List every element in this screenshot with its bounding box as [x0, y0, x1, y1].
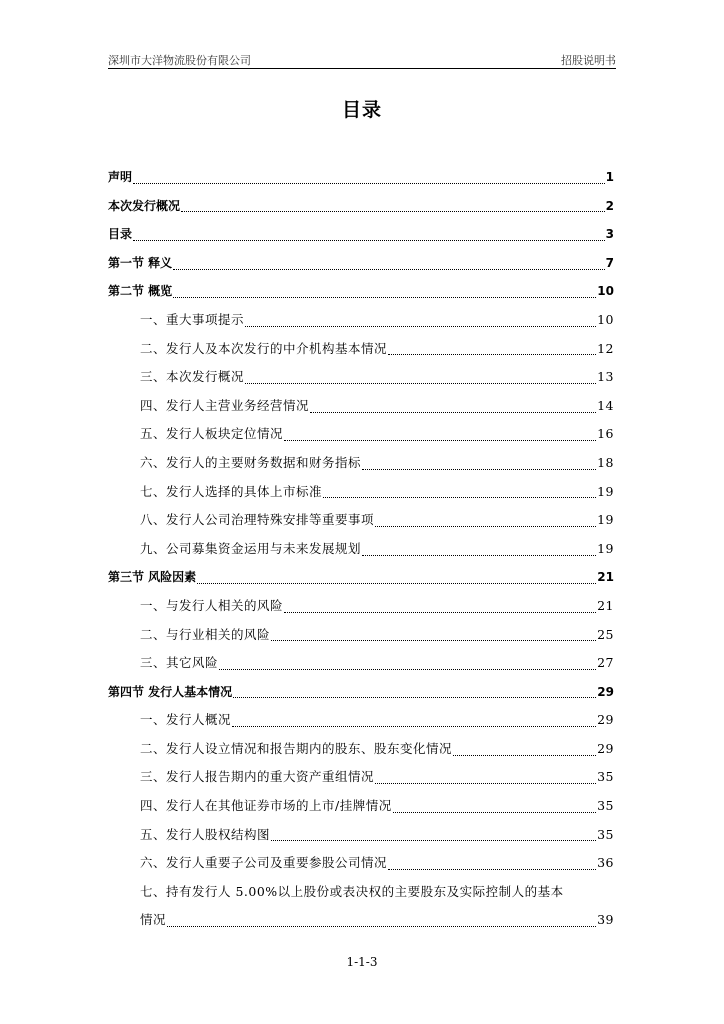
toc-entry-label: 情况	[140, 912, 167, 928]
toc-entry-label: 四、发行人主营业务经营情况	[140, 397, 310, 413]
page-header	[108, 50, 616, 69]
toc-entry[interactable]	[108, 563, 614, 592]
toc-entry-page: 14	[597, 397, 614, 413]
toc-dot-leader	[284, 612, 596, 613]
toc-entry[interactable]	[108, 735, 614, 764]
toc-entry-page: 36	[597, 855, 614, 871]
page-title: 目录	[341, 99, 382, 121]
toc-entry-page: 18	[597, 454, 614, 470]
toc-entry[interactable]	[108, 649, 614, 678]
toc-entry-page: 1	[605, 170, 614, 184]
toc-entry-label: 一、与发行人相关的风险	[140, 597, 284, 613]
toc-entry-label: 九、公司募集资金运用与未来发展规划	[140, 540, 362, 556]
toc-entry-page: 27	[597, 655, 614, 671]
toc-entry[interactable]	[108, 506, 614, 535]
toc-entry-page: 19	[597, 512, 614, 528]
toc-entry-page: 19	[597, 540, 614, 556]
toc-entry-label: 二、发行人设立情况和报告期内的股东、股东变化情况	[140, 740, 453, 756]
toc-entry-page: 2	[605, 198, 614, 213]
toc-entry[interactable]	[108, 478, 614, 507]
toc-entry[interactable]	[108, 306, 614, 335]
toc-entry-label: 三、本次发行概况	[140, 369, 245, 385]
toc-entry-continuation[interactable]	[108, 906, 614, 935]
toc-entry-page: 29	[597, 740, 614, 756]
header-company: 深圳市大洋物流股份有限公司	[108, 54, 251, 67]
toc-entry-label: 本次发行概况	[108, 198, 181, 213]
toc-entry-page: 35	[597, 826, 614, 842]
toc-entry-label: 声明	[108, 170, 133, 184]
toc-dot-leader	[245, 383, 596, 384]
toc-entry-label: 四、发行人在其他证券市场的上市/挂牌情况	[140, 798, 392, 814]
toc-entry[interactable]	[108, 420, 614, 449]
toc-entry-label: 第一节 释义	[108, 255, 173, 270]
toc-entry-page: 13	[597, 369, 614, 385]
toc-entry[interactable]	[108, 363, 614, 392]
header-doc-type: 招股说明书	[561, 54, 616, 67]
toc-entry-page: 21	[597, 570, 614, 585]
toc-dot-leader	[323, 497, 596, 498]
toc-dot-leader	[393, 812, 596, 813]
toc-dot-leader	[388, 869, 596, 870]
toc-dot-leader	[284, 440, 596, 441]
toc-entry[interactable]	[108, 335, 614, 364]
toc-entry-label: 第二节 概览	[108, 284, 173, 299]
toc-entry[interactable]	[108, 277, 614, 306]
toc-entry-page: 35	[597, 798, 614, 814]
toc-entry-page: 35	[597, 769, 614, 785]
toc-dot-leader	[181, 211, 605, 212]
toc-entry-label: 一、发行人概况	[140, 712, 232, 728]
toc-entry[interactable]	[108, 792, 614, 821]
toc-dot-leader	[219, 669, 596, 670]
toc-entry[interactable]	[108, 163, 614, 192]
toc-entry-label: 七、发行人选择的具体上市标准	[140, 483, 323, 499]
toc-entry[interactable]	[108, 878, 614, 907]
toc-entry-page: 10	[597, 284, 614, 299]
toc-dot-leader	[388, 354, 596, 355]
toc-entry[interactable]	[108, 821, 614, 850]
toc-entry-label: 第三节 风险因素	[108, 570, 197, 585]
toc-dot-leader	[233, 697, 596, 698]
toc-dot-leader	[362, 469, 596, 470]
toc-entry[interactable]	[108, 392, 614, 421]
toc-entry-label: 六、发行人的主要财务数据和财务指标	[140, 454, 362, 470]
toc-dot-leader	[173, 297, 596, 298]
toc-entry-page: 10	[597, 311, 614, 327]
toc-entry-page: 3	[605, 227, 614, 242]
toc-dot-leader	[310, 412, 596, 413]
toc-entry[interactable]	[108, 192, 614, 221]
toc-entry-page: 29	[597, 684, 614, 699]
page-number: 1-1-3	[346, 955, 378, 969]
toc-entry[interactable]	[108, 220, 614, 249]
toc-entry-label: 五、发行人股权结构图	[140, 826, 271, 842]
toc-entry-page: 29	[597, 712, 614, 728]
toc-entry-page: 16	[597, 426, 614, 442]
toc-dot-leader	[133, 240, 605, 241]
table-of-contents	[108, 163, 614, 935]
toc-entry-label: 五、发行人板块定位情况	[140, 426, 284, 442]
toc-dot-leader	[271, 640, 596, 641]
toc-entry[interactable]	[108, 763, 614, 792]
toc-dot-leader	[232, 726, 596, 727]
toc-entry-page: 7	[605, 255, 614, 270]
toc-entry[interactable]	[108, 678, 614, 707]
toc-entry-label: 八、发行人公司治理特殊安排等重要事项	[140, 512, 375, 528]
toc-entry[interactable]	[108, 449, 614, 478]
toc-entry[interactable]	[108, 849, 614, 878]
toc-entry-page: 19	[597, 483, 614, 499]
toc-dot-leader	[271, 840, 596, 841]
toc-dot-leader	[173, 269, 604, 270]
toc-entry[interactable]	[108, 535, 614, 564]
toc-entry-label: 六、发行人重要子公司及重要参股公司情况	[140, 855, 388, 871]
toc-dot-leader	[197, 583, 596, 584]
toc-dot-leader	[133, 183, 605, 184]
toc-entry-label: 二、与行业相关的风险	[140, 626, 271, 642]
toc-dot-leader	[453, 755, 596, 756]
toc-entry-label: 第四节 发行人基本情况	[108, 684, 233, 699]
toc-entry-label: 目录	[108, 227, 133, 242]
toc-entry[interactable]	[108, 249, 614, 278]
toc-dot-leader	[362, 555, 596, 556]
toc-dot-leader	[375, 783, 596, 784]
toc-entry[interactable]	[108, 621, 614, 650]
toc-entry[interactable]	[108, 706, 614, 735]
toc-entry-page: 12	[597, 340, 614, 356]
toc-entry-page: 39	[597, 912, 614, 928]
toc-entry-label: 二、发行人及本次发行的中介机构基本情况	[140, 340, 388, 356]
toc-entry-page: 25	[597, 626, 614, 642]
toc-dot-leader	[167, 926, 596, 927]
toc-entry-label: 三、其它风险	[140, 655, 219, 671]
toc-dot-leader	[375, 526, 596, 527]
toc-entry-label: 三、发行人报告期内的重大资产重组情况	[140, 769, 375, 785]
toc-entry-label: 七、持有发行人 5.00%以上股份或表决权的主要股东及实际控制人的基本	[140, 883, 564, 899]
toc-entry-label: 一、重大事项提示	[140, 311, 245, 327]
toc-dot-leader	[245, 326, 596, 327]
toc-entry[interactable]	[108, 592, 614, 621]
toc-entry-page: 21	[597, 597, 614, 613]
